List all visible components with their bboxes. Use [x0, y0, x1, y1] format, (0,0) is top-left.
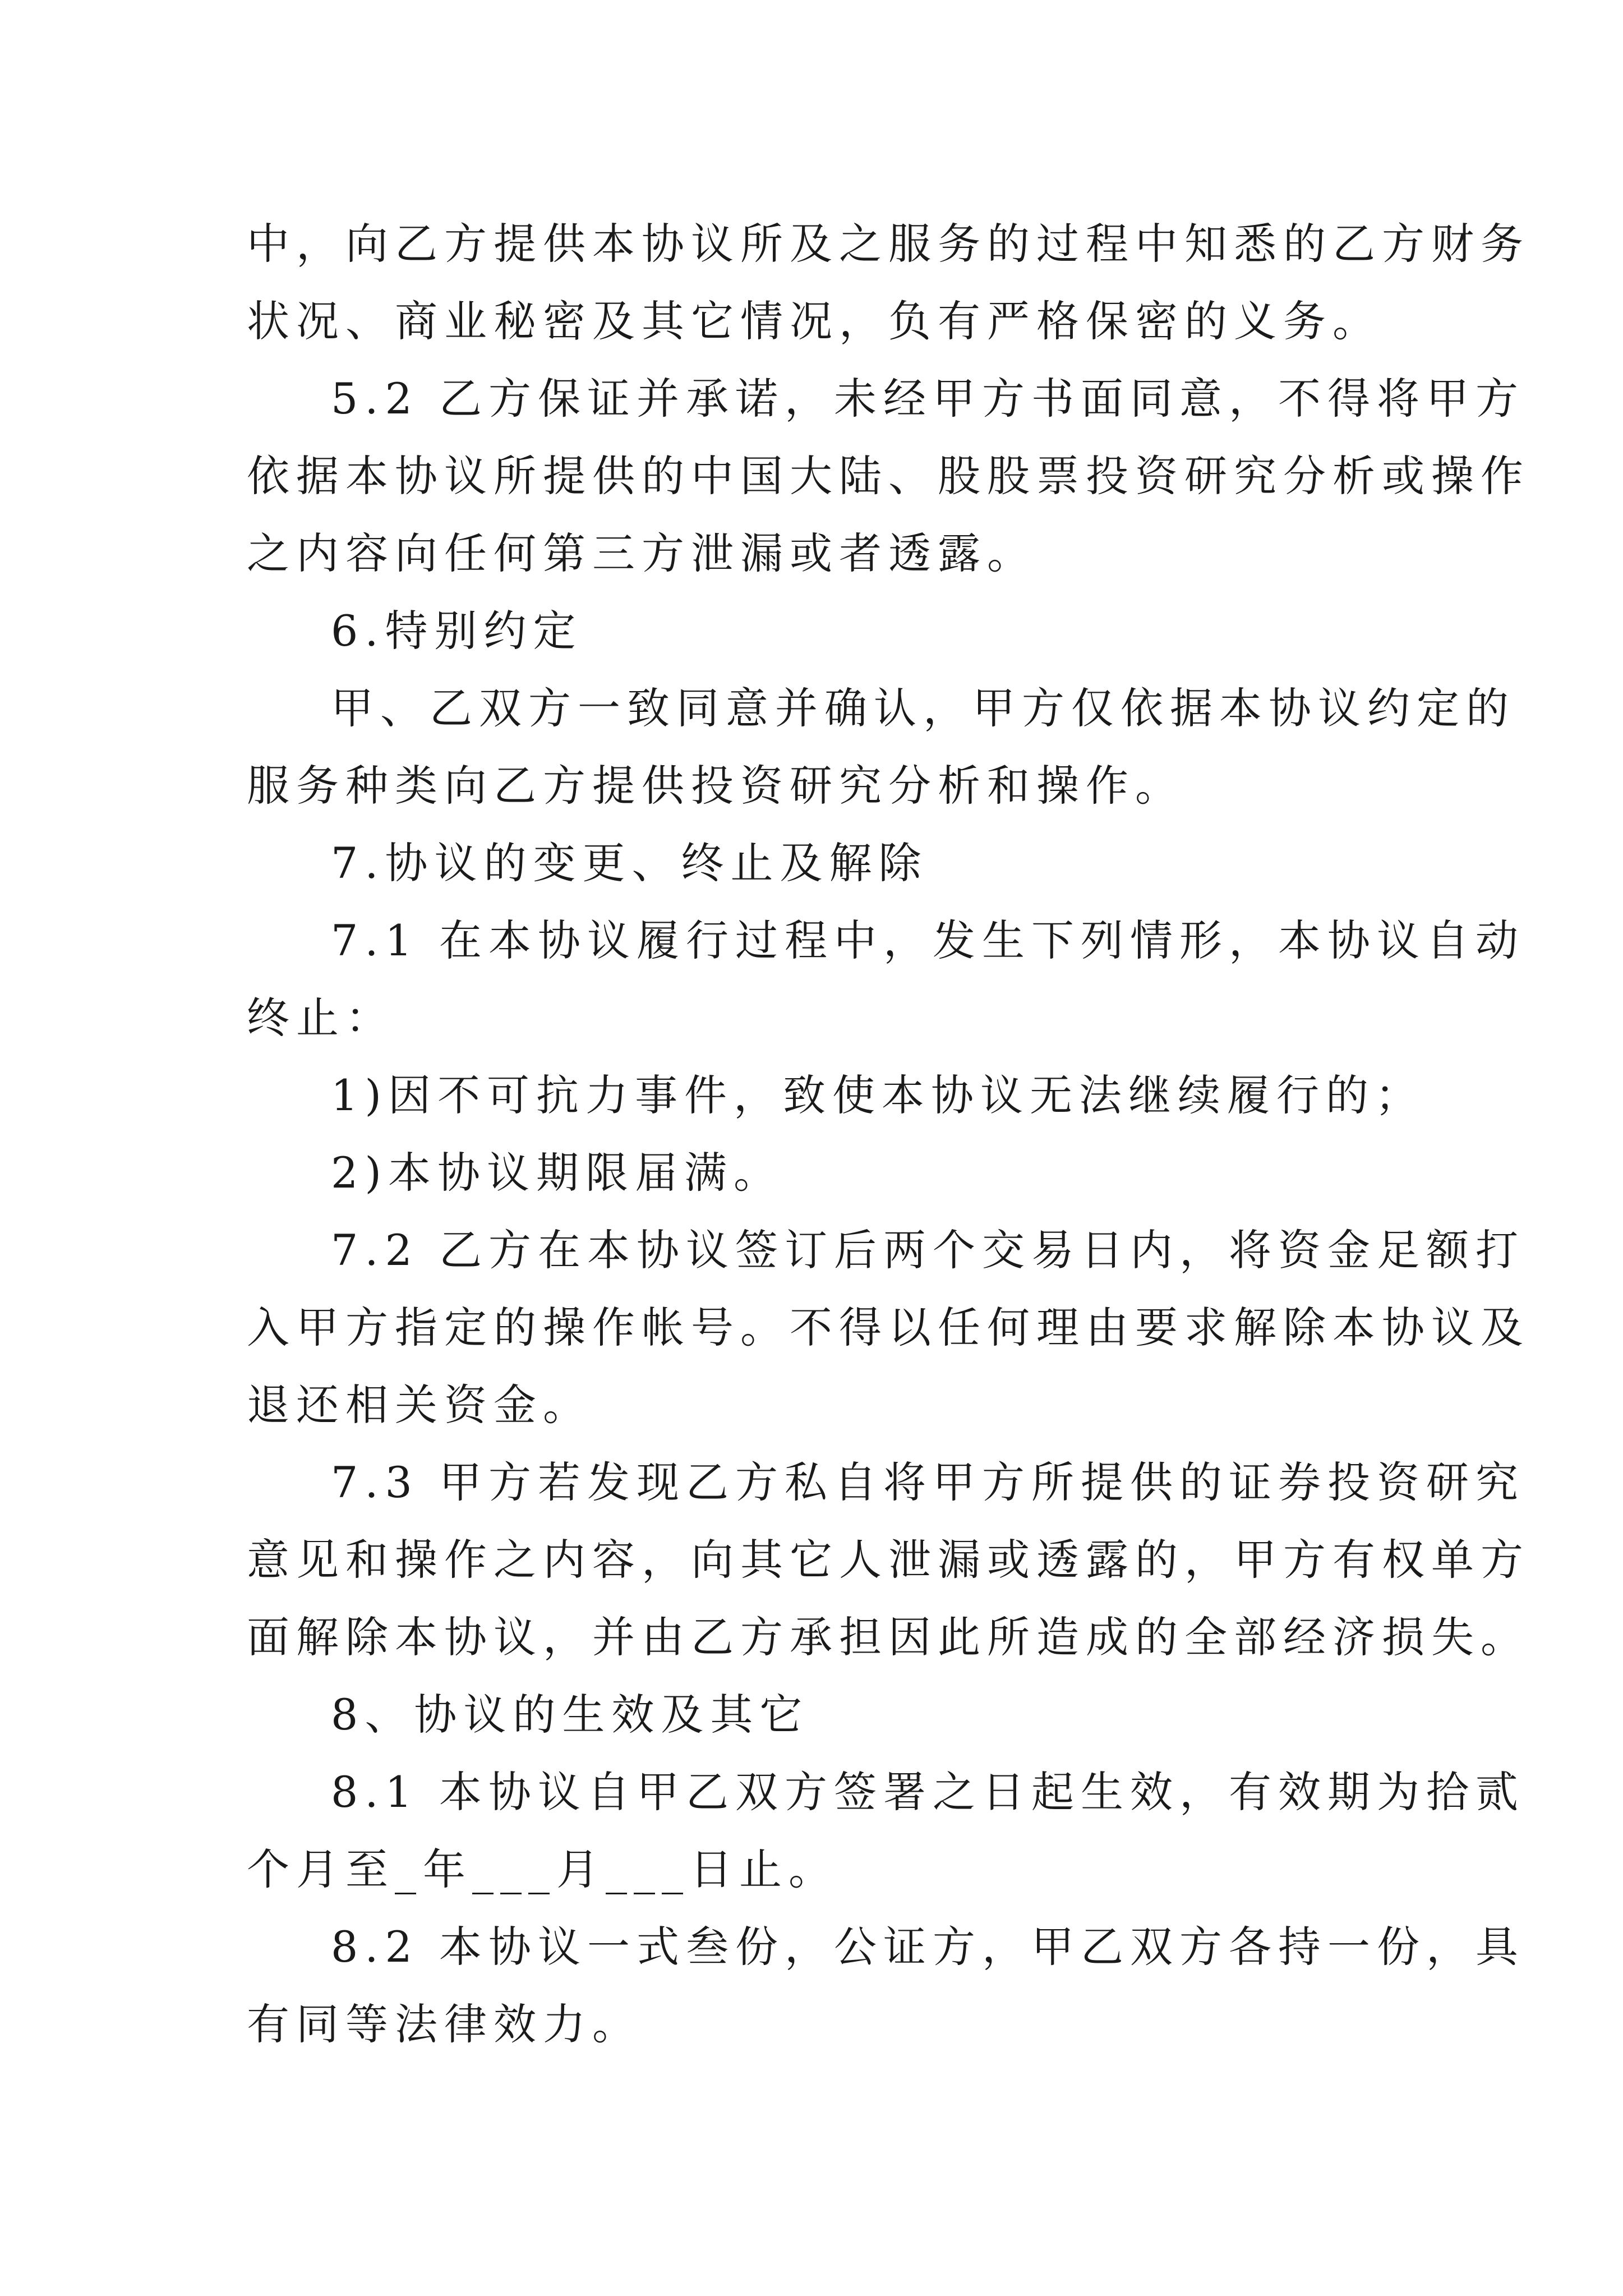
text-line: 依据本协议所提供的中国大陆、股股票投资研究分析或操作 [247, 451, 1530, 501]
text-line: 入甲方指定的操作帐号。不得以任何理由要求解除本协议及 [247, 1303, 1530, 1352]
text-line: 7.2 乙方在本协议签订后两个交易日内，将资金足额打 [331, 1225, 1525, 1275]
text-line: 7.1 在本协议履行过程中，发生下列情形，本协议自动 [331, 915, 1525, 965]
text-line: 个月至_年___月___日止。 [247, 1844, 838, 1894]
text-line: 退还相关资金。 [247, 1380, 592, 1430]
text-line: 8.1 本协议自甲乙双方签署之日起生效，有效期为拾贰 [331, 1767, 1525, 1817]
text-line: 中，向乙方提供本协议所及之服务的过程中知悉的乙方财务 [247, 219, 1530, 269]
list-item: 1)因不可抗力事件，致使本协议无法继续履行的； [331, 1070, 1425, 1120]
section-heading: 6.特别约定 [331, 606, 583, 656]
text-line: 有同等法律效力。 [247, 1999, 642, 2049]
text-line: 终止： [247, 993, 395, 1043]
text-line: 面解除本协议，并由乙方承担因此所造成的全部经济损失。 [247, 1612, 1530, 1662]
text-line: 服务种类向乙方提供投资研究分析和操作。 [247, 761, 1184, 811]
text-line: 7.3 甲方若发现乙方私自将甲方所提供的证券投资研究 [331, 1457, 1525, 1507]
text-line: 之内容向任何第三方泄漏或者透露。 [247, 528, 1036, 578]
text-line: 5.2 乙方保证并承诺，未经甲方书面同意，不得将甲方 [331, 374, 1525, 424]
section-heading: 7.协议的变更、终止及解除 [331, 838, 928, 888]
list-item: 2)本协议期限届满。 [331, 1148, 783, 1198]
section-heading: 8、协议的生效及其它 [331, 1690, 809, 1740]
text-line: 8.2 本协议一式叁份，公证方，甲乙双方各持一份，具 [331, 1922, 1525, 1972]
text-line: 甲、乙双方一致同意并确认，甲方仅依据本协议约定的 [331, 683, 1515, 733]
text-line: 状况、商业秘密及其它情况，负有严格保密的义务。 [247, 296, 1382, 346]
body-text [247, 205, 1530, 2063]
text-line: 意见和操作之内容，向其它人泄漏或透露的，甲方有权单方 [247, 1535, 1530, 1585]
